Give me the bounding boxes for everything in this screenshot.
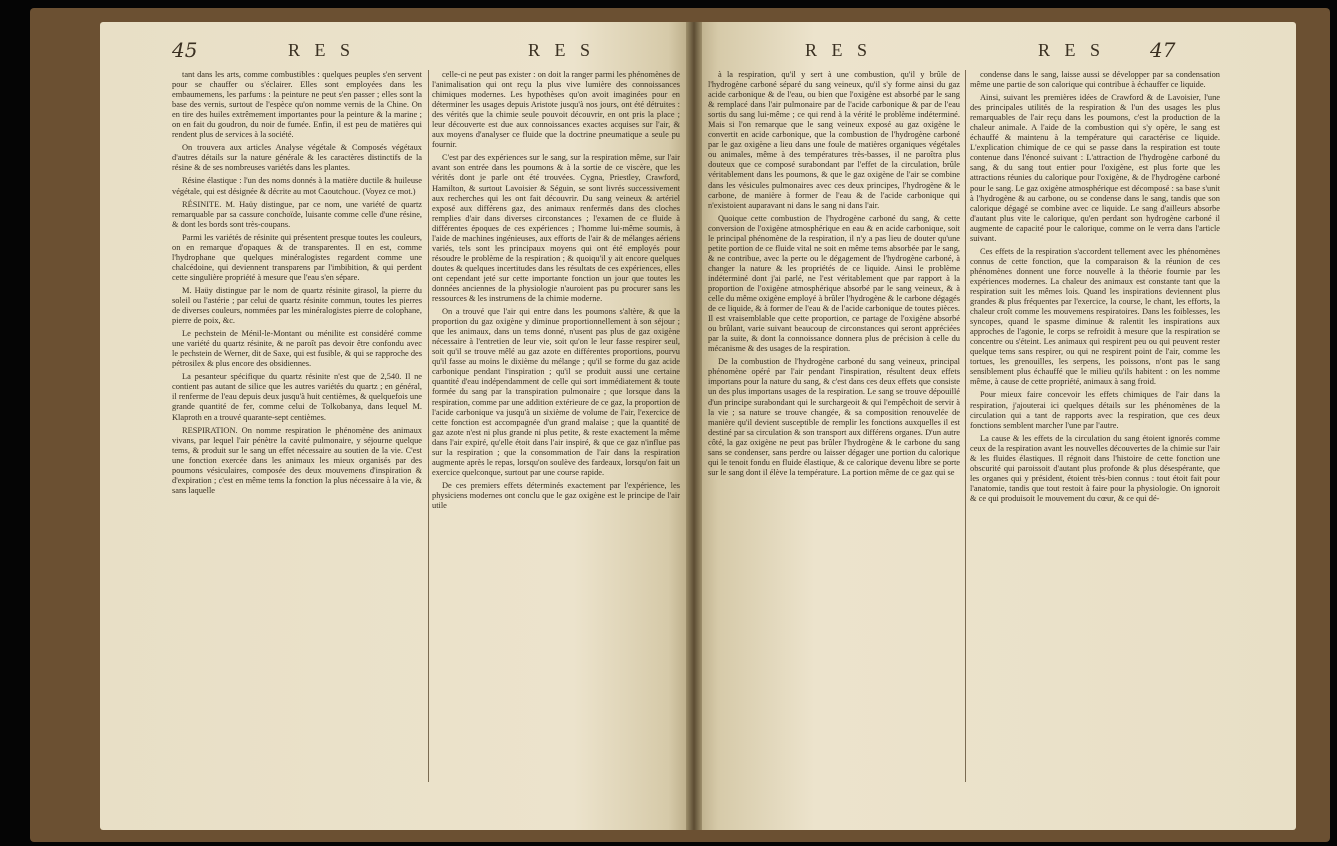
paragraph: tant dans les arts, comme combustibles : quelques peuples s'en servent pour se chauffer ou s'éclairer. Elles sont employées dans les embaumemens, les parfums : la peinture ne peut s'en passer ; elles sont la base des vernis, surtout de l'espèce qu'on nomme vernis de la Chine. On en tire des huiles extrêmement importantes pour la peinture & la marine ; on en fait du goudron, du noir de fumée. Enfin, il est peu de matières qui rendent plus de services à la société. bbox=[172, 70, 422, 140]
paragraph: Ainsi, suivant les premières idées de Crawford & de Lavoisier, l'une des principales utilités de la respiration & l'un des usages les plus remarquables de l'air reçu dans les poumons, c'est la production de la chaleur animale. A l'aide de la combustion qui s'y opère, le sang est échauffé & maintenu à la température qui caractérise ce liquide. L'explication chimique de ce qui se passe dans la respiration est toute contenue dans l'énoncé suivant : L'attraction de l'hydrogène carboné du sang, & du sang tout entier pour l'oxigène, est plus forte que les attractions réunies du calorique pour l'oxigène, & de l'hydrogène carboné pour le sang. Le gaz oxigène atmosphérique est décomposé : sa base s'unit à l'hydrogène & au carbone, ou se condense dans le sang, tandis que son calorique dégagé se combine avec ce liquide. Le sang d'ailleurs absorbe d'autant plus vite le calorique, qu'en perdant son hydrogène carboné il augmente de capacité pour le calorique, comme on le verra dans l'article suivant. bbox=[970, 93, 1220, 243]
right-column-2 bbox=[970, 70, 1220, 507]
paragraph: condense dans le sang, laisse aussi se développer par sa condensation même une partie de son calorique qui contribue à échauffer ce liquide. bbox=[970, 70, 1220, 90]
paragraph: Le pechstein de Ménil-le-Montant ou ménilite est considéré comme une variété du quartz résinite, & ne paroît pas devoir être confondu avec le pechstein de Werner, dit de Saxe, qui est fusible, & qui se rapproche des pétrosilex & plus encore des obsidiennes. bbox=[172, 329, 422, 369]
right-header-1: R E S bbox=[805, 40, 873, 60]
paragraph: RÉSINITE. M. Haüy distingue, par ce nom, une variété de quartz remarquable par sa cassure conchoïde, luisante comme celle d'une résine, & dont les bords sont très-coupans. bbox=[172, 199, 422, 229]
paragraph: On trouvera aux articles Analyse végétale & Composés végétaux d'autres détails sur la nature générale & les caractères distinctifs de la résine & de ses nombreuses variétés dans les plantes. bbox=[172, 143, 422, 173]
paragraph: RESPIRATION. On nomme respiration le phénomène des animaux vivans, par lequel l'air pénètre la cavité pulmonaire, y séjourne quelque tems, & produit sur le sang un effet nécessaire au soutien de la vie. C'est une fonction exercée dans les animaux les mieux organisés par des poumons vésiculaires, composée des deux mouvemens d'inspiration & d'expiration ; c'est en même tems la fonction la plus nécessaire à la vie, & sans laquelle bbox=[172, 425, 422, 495]
paragraph: Parmi les variétés de résinite qui présentent presque toutes les couleurs, on en remarque d'opaques & de transparentes. Il en est, comme l'hydrophane que quelques minéralogistes regardent comme une chalcédoine, qui deviennent transparens par l'imbibition, & qui perdent cette singulière propriété à mesure que l'eau s'en sépare. bbox=[172, 232, 422, 282]
paragraph: celle-ci ne peut pas exister : on doit la ranger parmi les phénomènes de l'animalisation qui ont reçu la plus vive lumière des connoissances chimiques modernes. Les hypothèses qu'on avoit imaginées pour en déterminer les usages depuis Aristote jusqu'à nos jours, ont été détruites : des vérités que la chimie seule pouvoit découvrir, en ont pris la place ; leur découverte est due aux connoissances exactes acquises sur l'air, & aux moyens d'analyser ce fluide que la doctrine pneumatique a seule pu fournir. bbox=[432, 70, 680, 150]
paragraph: De la combustion de l'hydrogène carboné du sang veineux, principal phénomène opéré par l'air pendant l'inspiration, résultent deux effets importans pour la nature du sang, & c'est dans ces deux effets que consiste un des plus importans usages de la respiration. Le sang se trouve dépouillé d'un principe surabondant qui le surchargeoit & qui l'empêchoit de servir à la vie ; sa nature se trouve changée, & sa composition renouvelée de manière qu'il devient susceptible de remplir les fonctions auxquelles il est destiné par sa circulation & son transport aux différens organes. D'un autre côté, la gaz oxigène ne peut pas brûler l'hydrogène & le carbone du sang sans se condenser, sans perdre ou laisser dégager une portion du calorique qui le tenoit fondu en fluide élastique, & ce calorique devenu libre se porte sur le sang dont il élève la température. La portion même de ce gaz qui se bbox=[708, 357, 960, 477]
right-page-number: 47 bbox=[1150, 38, 1176, 62]
left-header-2: R E S bbox=[528, 40, 596, 60]
paragraph: C'est par des expériences sur le sang, sur la respiration même, sur l'air avant son entrée dans les poumons & à la sortie de ce viscère, que les vérités dont je parle ont été trouvées. Cygna, Priestley, Crawford, Hamilton, & surtout Lavoisier & Séguin, se sont livrés successivement aux recherches qui les ont fait découvrir. Du sang veineux & artériel exposé aux différens gaz, des animaux renfermés dans des cloches remplies d'air dans diverses circonstances ; l'examen de ce fluide à différentes époques de ces expériences ; l'homme lui-même soumis, à l'aide de machines ingénieuses, aux efforts de l'air & de mélanges aériens variés, tels sont les principaux moyens qui ont été employés pour résoudre le problème de la respiration ; & quoiqu'il y ait encore quelques doutes & quelques incertitudes dans les résultats de ces expériences, elles ont cependant jeté sur cette importante fonction un jour que toutes les données anciennes de la physiologie n'auroient pas pu procurer sans les ressources & les instrumens de la chimie moderne. bbox=[432, 153, 680, 304]
right-column-1 bbox=[708, 70, 960, 481]
left-header-1: R E S bbox=[288, 40, 356, 60]
paragraph: Quoique cette combustion de l'hydrogène carboné du sang, & cette conversion de l'oxigène atmosphérique en eau & en acide carbonique, soit le principal phénomène de la respiration, il n'y a pas lieu de douter qu'une petite portion de ce fluide vital ne soit en même tems absorbée par le sang, & ne contribue, avec la perte ou le dégagement de l'hydrogène carboné, à changer la nature & les propriétés de ce liquide. Ainsi le problème indéterminé dont j'ai parlé, ne l'est véritablement que par rapport à la proportion de l'oxigène atmosphérique absorbé par le sang veineux, & à celle du même oxigène employé à brûler l'hydrogène & le carbone dégagés de ce liquide, & à former de l'eau & de l'acide carbonique de toutes pièces. Il est vraisemblable que cette proportion, ce partage de l'oxigène absorbé ou brûlant, varie suivant beaucoup de circonstances qui seront appréciées par la suite, & dont la connoissance donnera plus de précision à celle du mécanisme & des usages de la respiration. bbox=[708, 213, 960, 354]
left-column-1 bbox=[172, 70, 422, 499]
book-gutter bbox=[686, 22, 702, 830]
left-page-number: 45 bbox=[172, 38, 198, 62]
paragraph: Pour mieux faire concevoir les effets chimiques de l'air dans la respiration, j'ajouterai ici quelques détails sur les phénomènes de la circulation qui a tant de rapports avec la respiration, que ces deux fonctions semblent marcher l'une par l'autre. bbox=[970, 390, 1220, 430]
paragraph: Résine élastique : l'un des noms donnés à la matière ductile & huileuse végétale, qui est désignée & décrite au mot Caoutchouc. (Voyez ce mot.) bbox=[172, 176, 422, 196]
paragraph: à la respiration, qu'il y sert à une combustion, qu'il y brûle de l'hydrogène carboné séparé du sang veineux, qu'il s'y forme ainsi du gaz acide carbonique & de l'eau, ou bien que l'oxigène est absorbé par le sang & remplacé dans l'air pulmonaire par de l'acide carbonique & par de l'eau sortis du sang lui-même ; ce qui rend à la vérité le problème indéterminé. Mais si l'on remarque que le sang veineux exposé au gaz oxigène le convertit en acide carbonique, que la combustion de l'hydrogène carboné par le gaz oxigène a lieu dans une foule de matières organiques végétales ou animales, même à des températures très-basses, il ne paroîtra plus douteux que ce composé surabondant par l'effet de la circulation, brûle véritablement dans les poumons, & que le gaz oxigène de l'air se combine dans les vésicules pulmonaires avec ces deux principes, l'hydrogène & le carbone, de manière à former de l'eau & de l'acide carbonique qui n'existoient auparavant ni dans le sang ni dans l'air. bbox=[708, 70, 960, 210]
paragraph: M. Haüy distingue par le nom de quartz résinite girasol, la pierre du soleil ou l'astérie ; par celui de quartz résinite commun, toutes les pierres de diverses couleurs, nommées par les minéralogistes pierre de colophane, pierre de poix, &c. bbox=[172, 285, 422, 326]
paragraph: Ces effets de la respiration s'accordent tellement avec les phénomènes connus de cette fonction, que la comparaison & la réunion de ces phénomènes donnent une force nouvelle à la théorie fournie par les expériences modernes. La chaleur des animaux est constante tant que la respiration suit les mêmes lois. Quand les inspirations deviennent plus grandes & plus fréquentes par l'exercice, la course, le chant, les efforts, la chaleur croît comme les mouvemens respiratoires. Dans les foiblesses, les syncopes, quand le spasme diminue & ralentit les inspirations aux approches de l'agonie, le corps se refroidit à mesure que la respiration se concentre ou s'éteint. Les animaux qui respirent peu ou qui peuvent rester quelque tems sans respirer, ou qui ne respirent point de l'air, comme les tortues, les grenouilles, les serpens, les poissons, n'ont pas le sang sensiblement plus échauffé que le milieu qu'ils habitent : on les nomme même, à cause de cette propriété, animaux à sang froid. bbox=[970, 246, 1220, 387]
left-column-rule bbox=[428, 70, 429, 782]
paragraph: De ces premiers effets déterminés exactement par l'expérience, les physiciens modernes ont conclu que le gaz oxigène est le principe de l'air utile bbox=[432, 480, 680, 510]
paragraph: On a trouvé que l'air qui entre dans les poumons s'altère, & que la proportion du gaz oxigène y diminue proportionnellement à son séjour ; que les animaux, dans un tems donné, n'usent pas plus de gaz oxigène nécessaire à l'entretien de leur vie, soit qu'on le leur fasse respirer seul, soit qu'il se trouve mêlé au gaz azote en différentes proportions, pourvu qu'il fasse au moins le dixième du mélange ; qu'il se forme du gaz acide carbonique pendant l'inspiration ; qu'il se produit aussi une certaine quantité d'eau indépendamment de celle qui sort immédiatement & toute formée du sang par la transpiration pulmonaire ; que lorsque dans la respiration, comme par une addition extérieure de ce gaz, la proportion de l'acide carbonique va jusqu'à un sixième de volume de l'air, l'exercice de cette fonction est accompagnée d'un grand malaise ; que la quantité de gaz azote n'est ni plus grande ni plus petite, & reste exactement la même dans l'air expiré, qu'elle étoit dans l'air inspiré, & que ce gaz n'influe pas sur la respiration ; que la consommation de l'air dans la respiration augmente après le repas, lorsqu'on soulève des fardeaux, lorsqu'on fait un exercice quelconque, surtout par une course rapide. bbox=[432, 307, 680, 477]
right-header-2: R E S bbox=[1038, 40, 1106, 60]
left-column-2 bbox=[432, 70, 680, 514]
right-column-rule bbox=[965, 70, 966, 782]
paragraph: La cause & les effets de la circulation du sang étoient ignorés comme ceux de la respiration avant les nouvelles découvertes de la chimie sur l'air & les fluides élastiques. Il régnoit dans l'histoire de cette fonction une obscurité qui paroissoit d'autant plus profonde & plus désespérante, que les organes qui y président, étoient très-bien connus : tout étoit fait pour l'anatomie, tandis que tout restoit à faire pour la physiologie. On ignoroit & ce qui produisoit le mouvement du cœur, & ce qui dé- bbox=[970, 433, 1220, 503]
paragraph: La pesanteur spécifique du quartz résinite n'est que de 2,540. Il ne contient pas autant de silice que les autres variétés du quartz ; en général, il renferme de l'eau depuis deux jusqu'à huit centièmes, & quelquefois une grande quantité de fer, comme celui de Tolkobanya, dans lequel M. Klaproth en a trouvé quarante-sept centièmes. bbox=[172, 372, 422, 422]
